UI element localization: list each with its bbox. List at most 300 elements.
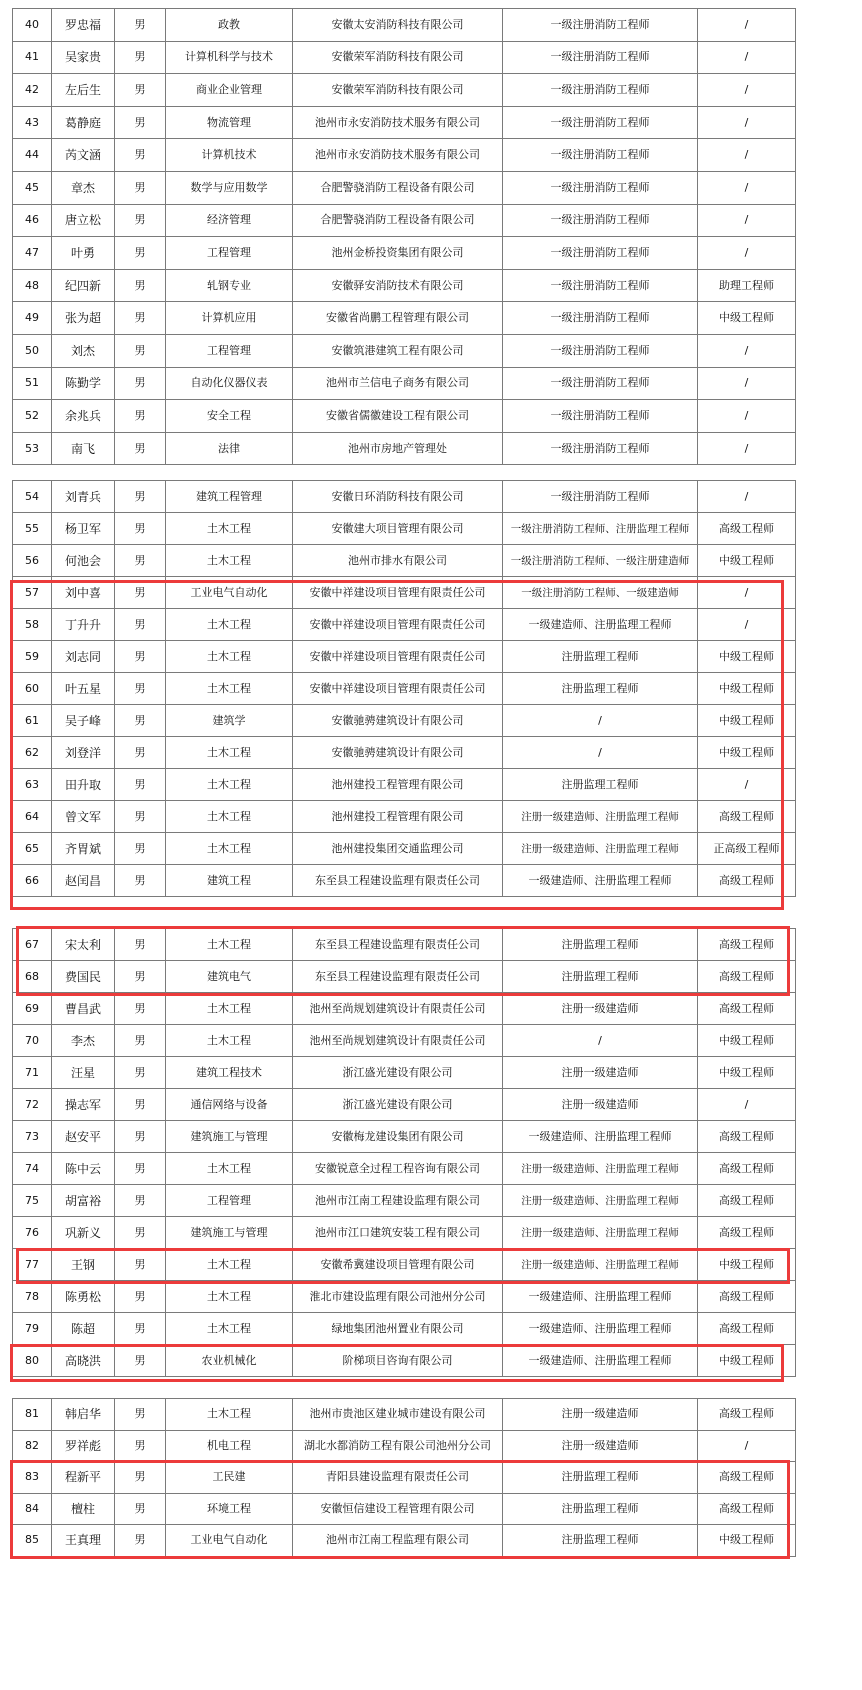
cell-major: 计算机科学与技术 — [166, 41, 293, 74]
table-row — [13, 1121, 796, 1153]
table-row — [13, 1462, 796, 1494]
cell-name: 陈超 — [52, 1313, 115, 1345]
cell-sex: 男 — [115, 1430, 166, 1462]
cell-sex: 男 — [115, 1313, 166, 1345]
cell-id: 46 — [13, 204, 52, 237]
cell-id: 69 — [13, 993, 52, 1025]
cell-name: 高晓洪 — [52, 1345, 115, 1377]
cell-company: 安徽太安消防科技有限公司 — [293, 9, 503, 42]
cell-title: / — [698, 400, 796, 433]
cell-sex: 男 — [115, 513, 166, 545]
cell-sex: 男 — [115, 1249, 166, 1281]
table-row — [13, 204, 796, 237]
cell-name: 操志军 — [52, 1089, 115, 1121]
cell-title: / — [698, 237, 796, 270]
cell-name: 余兆兵 — [52, 400, 115, 433]
cell-name: 刘登洋 — [52, 737, 115, 769]
table-row — [13, 1089, 796, 1121]
cell-name: 巩新义 — [52, 1217, 115, 1249]
cell-name: 纪四新 — [52, 269, 115, 302]
cell-cert: 一级注册消防工程师 — [503, 269, 698, 302]
cell-sex: 男 — [115, 1345, 166, 1377]
cell-id: 56 — [13, 545, 52, 577]
table-row — [13, 801, 796, 833]
cell-cert: 一级注册消防工程师、注册监理工程师 — [503, 513, 698, 545]
cell-cert: 一级注册消防工程师 — [503, 237, 698, 270]
cell-cert: 一级注册消防工程师 — [503, 41, 698, 74]
cell-major: 土木工程 — [166, 769, 293, 801]
cell-major: 土木工程 — [166, 1249, 293, 1281]
cell-title: / — [698, 432, 796, 465]
cell-major: 通信网络与设备 — [166, 1089, 293, 1121]
cell-major: 建筑电气 — [166, 961, 293, 993]
cell-cert: 一级注册消防工程师 — [503, 432, 698, 465]
cell-id: 60 — [13, 673, 52, 705]
table-row — [13, 481, 796, 513]
cell-sex: 男 — [115, 609, 166, 641]
cell-title: / — [698, 171, 796, 204]
cell-major: 土木工程 — [166, 833, 293, 865]
table-row — [13, 1281, 796, 1313]
cell-company: 池州市江南工程监理有限公司 — [293, 1525, 503, 1557]
table-row — [13, 237, 796, 270]
cell-name: 曾文军 — [52, 801, 115, 833]
cell-name: 齐胃斌 — [52, 833, 115, 865]
cell-sex: 男 — [115, 833, 166, 865]
cell-sex: 男 — [115, 400, 166, 433]
table-row — [13, 577, 796, 609]
cell-company: 安徽希冀建设项目管理有限公司 — [293, 1249, 503, 1281]
cell-company: 安徽梅龙建设集团有限公司 — [293, 1121, 503, 1153]
cell-major: 建筑工程技术 — [166, 1057, 293, 1089]
cell-sex: 男 — [115, 1057, 166, 1089]
cell-sex: 男 — [115, 302, 166, 335]
cell-major: 安全工程 — [166, 400, 293, 433]
cell-cert: 一级注册消防工程师、一级建造师 — [503, 577, 698, 609]
cell-cert: 注册一级建造师 — [503, 1089, 698, 1121]
cell-name: 陈中云 — [52, 1153, 115, 1185]
cell-major: 建筑施工与管理 — [166, 1121, 293, 1153]
cell-id: 71 — [13, 1057, 52, 1089]
table-row — [13, 1185, 796, 1217]
cell-title: 中级工程师 — [698, 641, 796, 673]
cell-cert: 注册一级建造师 — [503, 993, 698, 1025]
cell-major: 土木工程 — [166, 929, 293, 961]
cell-title: 高级工程师 — [698, 1153, 796, 1185]
cell-cert: 注册一级建造师 — [503, 1399, 698, 1431]
cell-id: 63 — [13, 769, 52, 801]
cell-company: 池州建投集团交通监理公司 — [293, 833, 503, 865]
cell-title: 高级工程师 — [698, 1493, 796, 1525]
table-segment-1 — [12, 8, 796, 465]
cell-company: 安徽驰骋建筑设计有限公司 — [293, 705, 503, 737]
table-row — [13, 737, 796, 769]
cell-name: 王钢 — [52, 1249, 115, 1281]
cell-company: 湖北水都消防工程有限公司池州分公司 — [293, 1430, 503, 1462]
cell-title: 高级工程师 — [698, 865, 796, 897]
cell-name: 陈勇松 — [52, 1281, 115, 1313]
cell-name: 宋太利 — [52, 929, 115, 961]
cell-company: 安徽驰骋建筑设计有限公司 — [293, 737, 503, 769]
cell-name: 赵闰昌 — [52, 865, 115, 897]
cell-company: 浙江盛光建设有限公司 — [293, 1089, 503, 1121]
cell-cert: 注册监理工程师 — [503, 641, 698, 673]
table-segment-4 — [12, 1398, 796, 1557]
cell-sex: 男 — [115, 801, 166, 833]
table-row — [13, 106, 796, 139]
cell-cert: 一级建造师、注册监理工程师 — [503, 1281, 698, 1313]
cell-id: 75 — [13, 1185, 52, 1217]
cell-title: / — [698, 1089, 796, 1121]
cell-title: 高级工程师 — [698, 1281, 796, 1313]
cell-id: 40 — [13, 9, 52, 42]
cell-id: 55 — [13, 513, 52, 545]
cell-title: / — [698, 1430, 796, 1462]
cell-cert: 一级注册消防工程师 — [503, 400, 698, 433]
cell-major: 工民建 — [166, 1462, 293, 1494]
cell-title: 中级工程师 — [698, 1025, 796, 1057]
cell-title: 中级工程师 — [698, 1525, 796, 1557]
cell-name: 费国民 — [52, 961, 115, 993]
cell-major: 政教 — [166, 9, 293, 42]
cell-title: / — [698, 41, 796, 74]
cell-id: 51 — [13, 367, 52, 400]
table-row — [13, 865, 796, 897]
cell-title: / — [698, 139, 796, 172]
cell-major: 经济管理 — [166, 204, 293, 237]
cell-major: 计算机应用 — [166, 302, 293, 335]
table-segment-2 — [12, 480, 796, 897]
cell-title: 助理工程师 — [698, 269, 796, 302]
cell-major: 工业电气自动化 — [166, 577, 293, 609]
cell-id: 64 — [13, 801, 52, 833]
cell-id: 66 — [13, 865, 52, 897]
cell-company: 池州建投工程管理有限公司 — [293, 769, 503, 801]
cell-title: 高级工程师 — [698, 1313, 796, 1345]
cell-sex: 男 — [115, 9, 166, 42]
cell-sex: 男 — [115, 139, 166, 172]
table-row — [13, 269, 796, 302]
cell-id: 49 — [13, 302, 52, 335]
cell-sex: 男 — [115, 1153, 166, 1185]
cell-sex: 男 — [115, 74, 166, 107]
cell-name: 王真理 — [52, 1525, 115, 1557]
cell-name: 刘志同 — [52, 641, 115, 673]
cell-name: 叶勇 — [52, 237, 115, 270]
cell-id: 77 — [13, 1249, 52, 1281]
cell-cert: 一级注册消防工程师 — [503, 74, 698, 107]
table-row — [13, 641, 796, 673]
cell-major: 农业机械化 — [166, 1345, 293, 1377]
cell-id: 53 — [13, 432, 52, 465]
cell-name: 刘中喜 — [52, 577, 115, 609]
cell-major: 建筑学 — [166, 705, 293, 737]
cell-name: 张为超 — [52, 302, 115, 335]
cell-sex: 男 — [115, 171, 166, 204]
cell-major: 土木工程 — [166, 737, 293, 769]
cell-sex: 男 — [115, 334, 166, 367]
cell-sex: 男 — [115, 1089, 166, 1121]
cell-id: 42 — [13, 74, 52, 107]
cell-major: 工程管理 — [166, 334, 293, 367]
cell-cert: / — [503, 737, 698, 769]
cell-sex: 男 — [115, 865, 166, 897]
cell-major: 物流管理 — [166, 106, 293, 139]
cell-cert: 一级建造师、注册监理工程师 — [503, 609, 698, 641]
cell-name: 罗忠福 — [52, 9, 115, 42]
cell-major: 工程管理 — [166, 1185, 293, 1217]
table-row — [13, 1430, 796, 1462]
cell-cert: 注册监理工程师 — [503, 1493, 698, 1525]
cell-cert: 一级注册消防工程师 — [503, 139, 698, 172]
cell-company: 安徽建大项目管理有限公司 — [293, 513, 503, 545]
cell-company: 安徽日环消防科技有限公司 — [293, 481, 503, 513]
cell-cert: 注册监理工程师 — [503, 961, 698, 993]
cell-name: 刘青兵 — [52, 481, 115, 513]
cell-name: 吴子峰 — [52, 705, 115, 737]
cell-cert: / — [503, 1025, 698, 1057]
cell-major: 土木工程 — [166, 993, 293, 1025]
cell-title: 正高级工程师 — [698, 833, 796, 865]
cell-major: 建筑工程管理 — [166, 481, 293, 513]
cell-name: 丁升升 — [52, 609, 115, 641]
cell-major: 土木工程 — [166, 1153, 293, 1185]
cell-major: 计算机技术 — [166, 139, 293, 172]
cell-company: 池州市兰信电子商务有限公司 — [293, 367, 503, 400]
cell-company: 池州市江南工程建设监理有限公司 — [293, 1185, 503, 1217]
cell-cert: 注册一级建造师 — [503, 1430, 698, 1462]
cell-title: 高级工程师 — [698, 1185, 796, 1217]
cell-major: 轧钢专业 — [166, 269, 293, 302]
cell-major: 土木工程 — [166, 1281, 293, 1313]
cell-title: / — [698, 769, 796, 801]
cell-sex: 男 — [115, 737, 166, 769]
cell-title: / — [698, 577, 796, 609]
table-row — [13, 400, 796, 433]
cell-cert: 一级注册消防工程师 — [503, 302, 698, 335]
table-row — [13, 139, 796, 172]
cell-company: 池州市排水有限公司 — [293, 545, 503, 577]
cell-name: 韩启华 — [52, 1399, 115, 1431]
cell-company: 安徽荣军消防科技有限公司 — [293, 74, 503, 107]
cell-title: / — [698, 481, 796, 513]
cell-cert: 一级建造师、注册监理工程师 — [503, 1345, 698, 1377]
cell-major: 商业企业管理 — [166, 74, 293, 107]
cell-major: 工业电气自动化 — [166, 1525, 293, 1557]
cell-id: 85 — [13, 1525, 52, 1557]
cell-name: 杨卫军 — [52, 513, 115, 545]
cell-title: 高级工程师 — [698, 801, 796, 833]
cell-cert: 一级注册消防工程师、一级注册建造师 — [503, 545, 698, 577]
cell-title: 高级工程师 — [698, 993, 796, 1025]
cell-id: 59 — [13, 641, 52, 673]
cell-id: 61 — [13, 705, 52, 737]
cell-cert: 注册一级建造师 — [503, 1057, 698, 1089]
cell-company: 安徽中祥建设项目管理有限责任公司 — [293, 641, 503, 673]
cell-title: 中级工程师 — [698, 302, 796, 335]
cell-title: 高级工程师 — [698, 513, 796, 545]
cell-title: / — [698, 609, 796, 641]
cell-cert: 注册监理工程师 — [503, 769, 698, 801]
table-row — [13, 1313, 796, 1345]
cell-title: 中级工程师 — [698, 545, 796, 577]
cell-sex: 男 — [115, 993, 166, 1025]
cell-sex: 男 — [115, 929, 166, 961]
cell-title: 高级工程师 — [698, 961, 796, 993]
cell-id: 41 — [13, 41, 52, 74]
cell-sex: 男 — [115, 432, 166, 465]
cell-name: 檀柱 — [52, 1493, 115, 1525]
cell-company: 东至县工程建设监理有限责任公司 — [293, 929, 503, 961]
cell-cert: 一级注册消防工程师 — [503, 171, 698, 204]
cell-title: 中级工程师 — [698, 705, 796, 737]
cell-major: 自动化仪器仪表 — [166, 367, 293, 400]
cell-major: 建筑施工与管理 — [166, 1217, 293, 1249]
cell-major: 工程管理 — [166, 237, 293, 270]
cell-id: 57 — [13, 577, 52, 609]
cell-sex: 男 — [115, 545, 166, 577]
cell-company: 安徽中祥建设项目管理有限责任公司 — [293, 609, 503, 641]
table-row — [13, 367, 796, 400]
cell-company: 绿地集团池州置业有限公司 — [293, 1313, 503, 1345]
cell-title: / — [698, 204, 796, 237]
cell-cert: 注册监理工程师 — [503, 673, 698, 705]
cell-sex: 男 — [115, 1462, 166, 1494]
table-row — [13, 1399, 796, 1431]
cell-title: 高级工程师 — [698, 929, 796, 961]
cell-cert: 一级注册消防工程师 — [503, 9, 698, 42]
cell-id: 67 — [13, 929, 52, 961]
cell-major: 土木工程 — [166, 1313, 293, 1345]
table-row — [13, 705, 796, 737]
cell-id: 58 — [13, 609, 52, 641]
cell-company: 池州市江口建筑安装工程有限公司 — [293, 1217, 503, 1249]
cell-sex: 男 — [115, 641, 166, 673]
table-row — [13, 334, 796, 367]
cell-cert: 注册一级建造师、注册监理工程师 — [503, 833, 698, 865]
cell-name: 田升取 — [52, 769, 115, 801]
table-row — [13, 833, 796, 865]
cell-major: 机电工程 — [166, 1430, 293, 1462]
cell-company: 池州金桥投资集团有限公司 — [293, 237, 503, 270]
cell-sex: 男 — [115, 269, 166, 302]
cell-sex: 男 — [115, 481, 166, 513]
cell-id: 54 — [13, 481, 52, 513]
cell-title: / — [698, 367, 796, 400]
cell-sex: 男 — [115, 1399, 166, 1431]
table-row — [13, 1025, 796, 1057]
cell-company: 阶梯项目咨询有限公司 — [293, 1345, 503, 1377]
cell-id: 81 — [13, 1399, 52, 1431]
cell-id: 52 — [13, 400, 52, 433]
cell-sex: 男 — [115, 1281, 166, 1313]
cell-major: 土木工程 — [166, 513, 293, 545]
cell-name: 吴家贵 — [52, 41, 115, 74]
cell-title: / — [698, 9, 796, 42]
cell-title: 高级工程师 — [698, 1121, 796, 1153]
cell-sex: 男 — [115, 1525, 166, 1557]
cell-sex: 男 — [115, 237, 166, 270]
table-row — [13, 609, 796, 641]
cell-company: 安徽中祥建设项目管理有限责任公司 — [293, 673, 503, 705]
cell-id: 80 — [13, 1345, 52, 1377]
table-row — [13, 513, 796, 545]
cell-major: 土木工程 — [166, 801, 293, 833]
cell-major: 土木工程 — [166, 641, 293, 673]
cell-cert: 注册一级建造师、注册监理工程师 — [503, 801, 698, 833]
cell-cert: / — [503, 705, 698, 737]
table-row — [13, 1153, 796, 1185]
cell-major: 土木工程 — [166, 545, 293, 577]
cell-company: 池州至尚规划建筑设计有限责任公司 — [293, 993, 503, 1025]
cell-sex: 男 — [115, 577, 166, 609]
cell-cert: 一级注册消防工程师 — [503, 481, 698, 513]
cell-sex: 男 — [115, 961, 166, 993]
cell-name: 左后生 — [52, 74, 115, 107]
table-row — [13, 1493, 796, 1525]
cell-major: 土木工程 — [166, 673, 293, 705]
cell-cert: 一级注册消防工程师 — [503, 334, 698, 367]
cell-name: 罗祥彪 — [52, 1430, 115, 1462]
cell-id: 43 — [13, 106, 52, 139]
table-row — [13, 1525, 796, 1557]
cell-id: 48 — [13, 269, 52, 302]
cell-cert: 注册一级建造师、注册监理工程师 — [503, 1217, 698, 1249]
cell-sex: 男 — [115, 1185, 166, 1217]
table-row — [13, 1057, 796, 1089]
cell-id: 68 — [13, 961, 52, 993]
cell-id: 44 — [13, 139, 52, 172]
cell-company: 池州市永安消防技术服务有限公司 — [293, 139, 503, 172]
cell-sex: 男 — [115, 1025, 166, 1057]
cell-company: 池州市房地产管理处 — [293, 432, 503, 465]
cell-major: 土木工程 — [166, 1025, 293, 1057]
cell-company: 东至县工程建设监理有限责任公司 — [293, 961, 503, 993]
cell-company: 合肥警骁消防工程设备有限公司 — [293, 171, 503, 204]
cell-name: 李杰 — [52, 1025, 115, 1057]
cell-company: 池州市贵池区建业城市建设有限公司 — [293, 1399, 503, 1431]
table-row — [13, 769, 796, 801]
cell-title: 高级工程师 — [698, 1399, 796, 1431]
cell-major: 土木工程 — [166, 609, 293, 641]
cell-major: 环境工程 — [166, 1493, 293, 1525]
cell-id: 47 — [13, 237, 52, 270]
table-row — [13, 9, 796, 42]
cell-cert: 注册监理工程师 — [503, 1525, 698, 1557]
cell-title: / — [698, 74, 796, 107]
cell-title: 中级工程师 — [698, 1249, 796, 1281]
cell-title: 中级工程师 — [698, 1345, 796, 1377]
table-row — [13, 673, 796, 705]
cell-company: 淮北市建设监理有限公司池州分公司 — [293, 1281, 503, 1313]
cell-company: 池州市永安消防技术服务有限公司 — [293, 106, 503, 139]
cell-name: 曹昌武 — [52, 993, 115, 1025]
cell-major: 数学与应用数学 — [166, 171, 293, 204]
cell-company: 池州至尚规划建筑设计有限责任公司 — [293, 1025, 503, 1057]
cell-sex: 男 — [115, 1217, 166, 1249]
cell-id: 62 — [13, 737, 52, 769]
cell-title: 高级工程师 — [698, 1462, 796, 1494]
cell-name: 何池会 — [52, 545, 115, 577]
cell-company: 池州建投工程管理有限公司 — [293, 801, 503, 833]
cell-id: 74 — [13, 1153, 52, 1185]
cell-title: 高级工程师 — [698, 1217, 796, 1249]
cell-sex: 男 — [115, 106, 166, 139]
cell-cert: 一级注册消防工程师 — [503, 106, 698, 139]
cell-cert: 一级注册消防工程师 — [503, 367, 698, 400]
cell-id: 72 — [13, 1089, 52, 1121]
cell-cert: 一级建造师、注册监理工程师 — [503, 1313, 698, 1345]
